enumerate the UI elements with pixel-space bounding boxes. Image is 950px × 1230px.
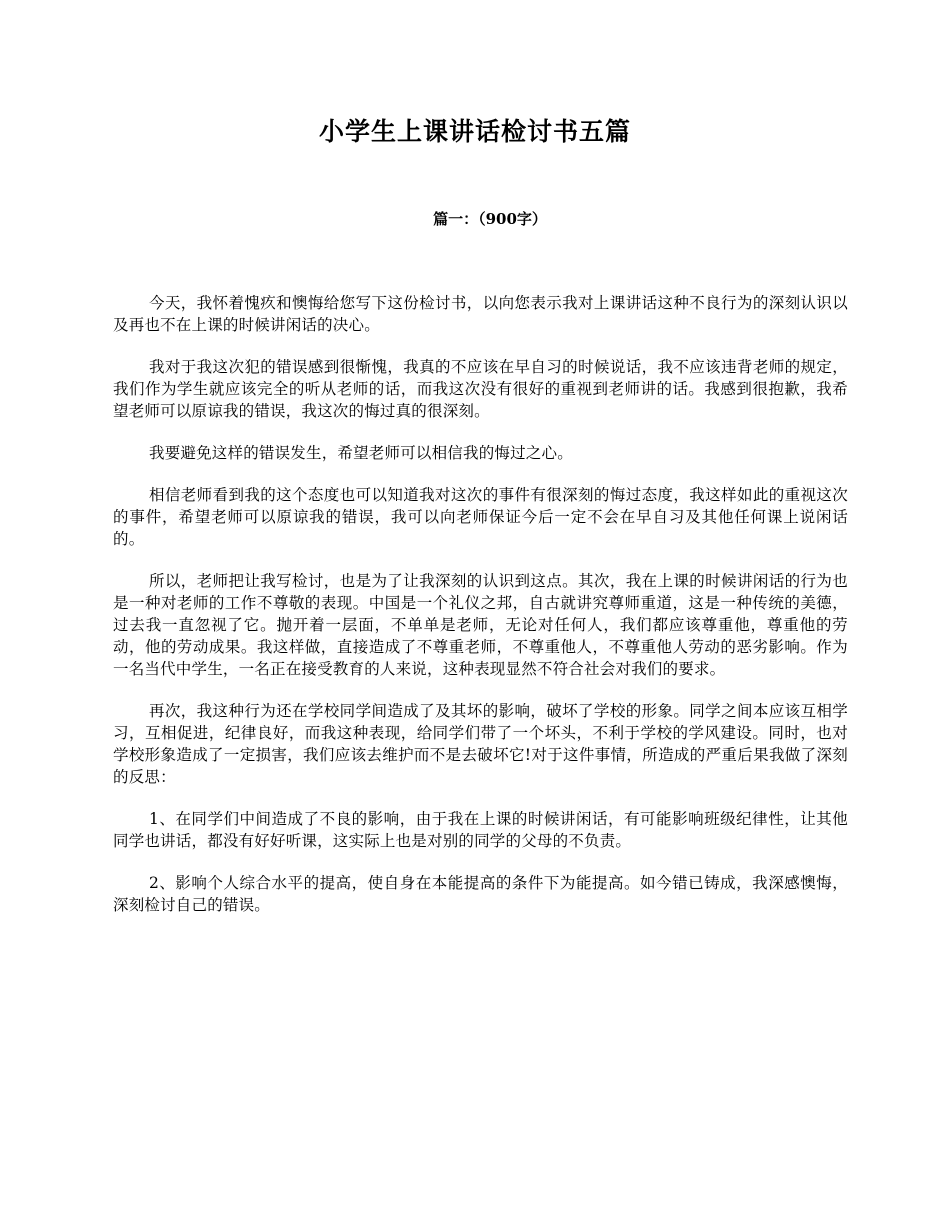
paragraph: 再次，我这种行为还在学校同学间造成了及其坏的影响，破坏了学校的形象。同学之间本应该互相学习，互相促进，纪律良好，而我这种表现，给同学们带了一个坏头，不利于学校的学风建设。同时，也对学校形象造成了一定损害，我们应该去维护而不是去破坏它!对于这件事情，所造成的严重后果我做了深刻的反思： [113, 702, 848, 786]
document-title: 小学生上课讲话检讨书五篇 [318, 117, 631, 146]
paragraph: 我要避免这样的错误发生，希望老师可以相信我的悔过之心。 [149, 444, 573, 462]
paragraph: 我对于我这次犯的错误感到很惭愧，我真的不应该在早自习的时候说话，我不应该违背老师的规定，我们作为学生就应该完全的听从老师的话，而我这次没有很好的重视到老师讲的话。我感到很抱歉，我希望老师可以原谅我的错误，我这次的悔过真的很深刻。 [113, 358, 848, 420]
paragraph: 相信老师看到我的这个态度也可以知道我对这次的事件有很深刻的悔过态度，我这样如此的重视这次的事件，希望老师可以原谅我的错误，我可以向老师保证今后一定不会在早自习及其他任何课上说闲话的。 [113, 486, 848, 548]
paragraph: 1、在同学们中间造成了不良的影响，由于我在上课的时候讲闲话，有可能影响班级纪律性，让其他同学也讲话，都没有好好听课，这实际上也是对别的同学的父母的不负责。 [113, 810, 848, 850]
document-body [113, 292, 848, 936]
paragraph: 所以，老师把让我写检讨，也是为了让我深刻的认识到这点。其次，我在上课的时候讲闲话的行为也是一种对老师的工作不尊敬的表现。中国是一个礼仪之邦，自古就讲究尊师重道，这是一种传统的美德，过去我一直忽视了它。抛开着一层面，不单单是老师，无论对任何人，我们都应该尊重他，尊重他的劳动，他的劳动成果。我这样做，直接造成了不尊重老师，不尊重他人，不尊重他人劳动的恶劣影响。作为一名当代中学生，一名正在接受教育的人来说，这种表现显然不符合社会对我们的要求。 [113, 572, 848, 678]
paragraph: 今天，我怀着愧疚和懊悔给您写下这份检讨书，以向您表示我对上课讲话这种不良行为的深刻认识以及再也不在上课的时候讲闲话的决心。 [113, 294, 848, 334]
paragraph: 2、影响个人综合水平的提高，使自身在本能提高的条件下为能提高。如今错已铸成，我深感懊悔，深刻检讨自己的错误。 [113, 874, 848, 914]
section-heading: 篇一：（900字） [433, 210, 547, 228]
